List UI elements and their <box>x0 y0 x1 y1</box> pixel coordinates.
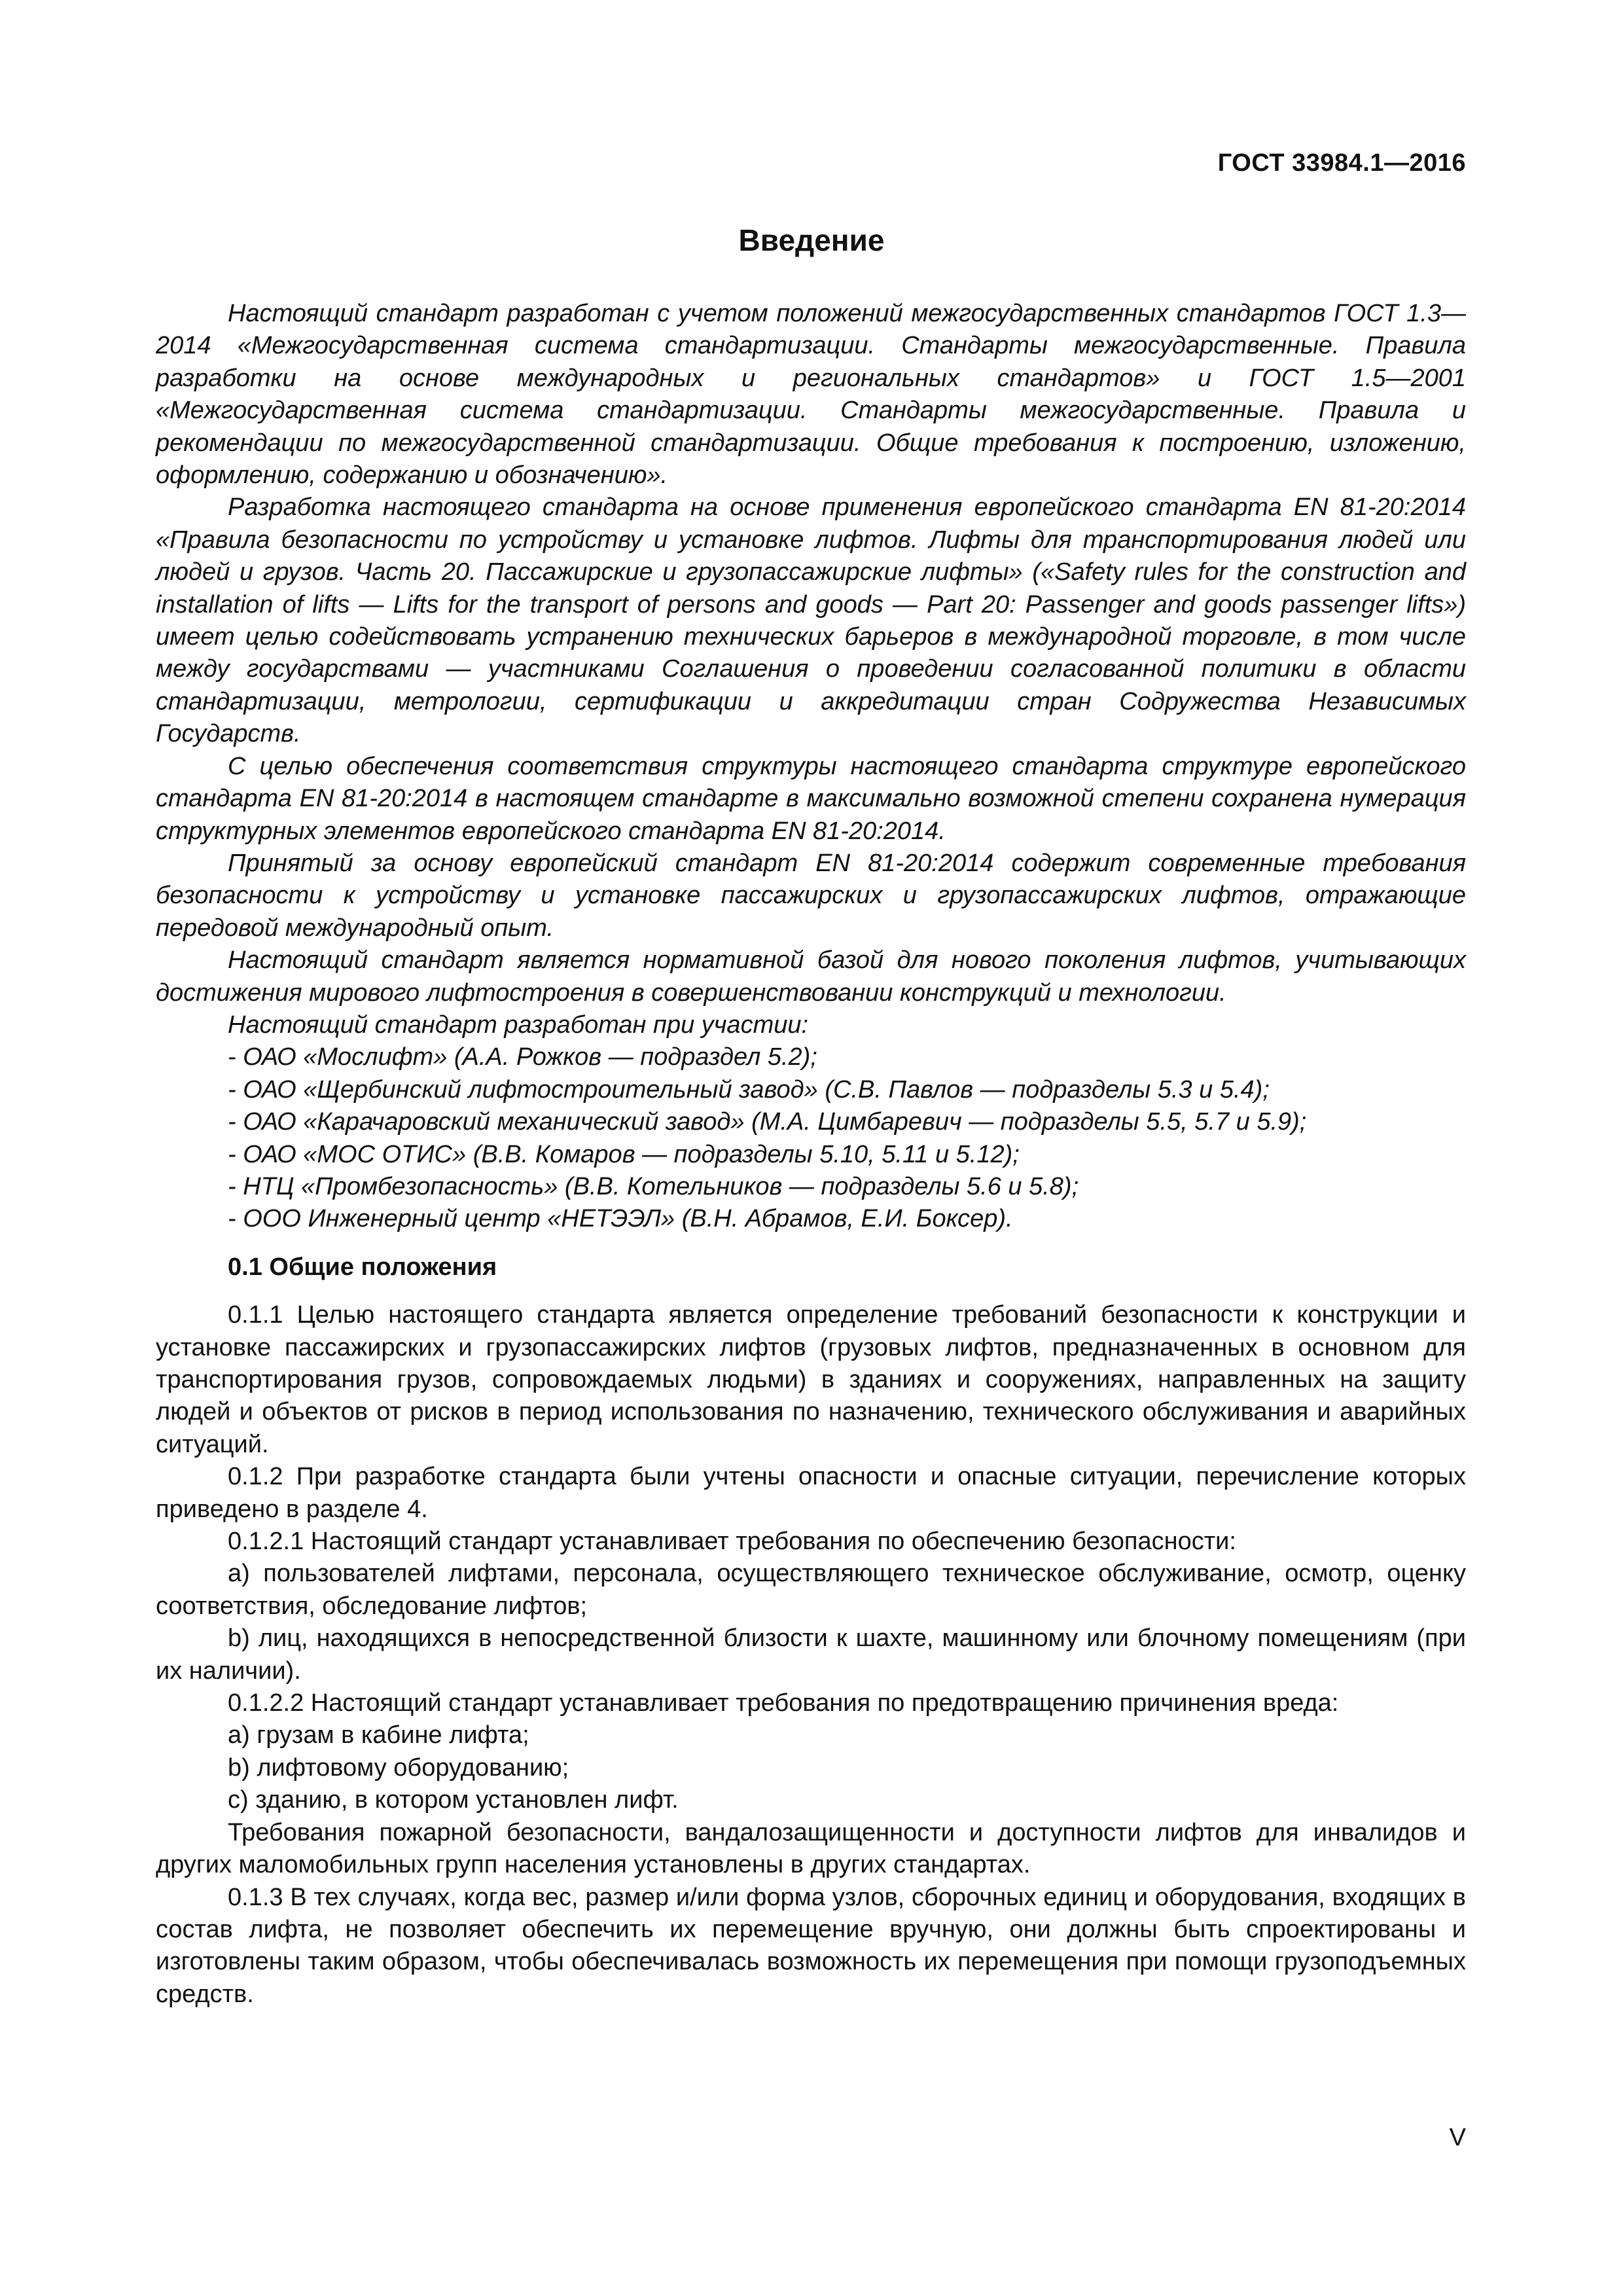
section-paragraph: 0.1.2.1 Настоящий стандарт устанавливает требования по обеспечению безопасности: <box>228 1528 1236 1556</box>
document-body <box>156 298 1466 2011</box>
intro-paragraph: Принятый за основу европейский стандарт EN 81-20:2014 содержит современные требования безопасности к устройству и установке пассажирских и грузопассажирских лифтов, отражающие передовой международный опыт. <box>156 849 1466 942</box>
page-title: Введение <box>738 223 885 257</box>
section-paragraph: Требования пожарной безопасности, вандалозащищенности и доступности лифтов для инвалидов и других маломобильных групп населения установлены в других стандартах. <box>156 1818 1466 1879</box>
participant-item: - ОАО «МОС ОТИС» (В.В. Комаров — подразделы 5.10, 5.11 и 5.12); <box>228 1140 1020 1168</box>
section-text <box>156 1299 1466 2011</box>
intro-paragraph: С целью обеспечения соответствия структуры настоящего стандарта структуре европейского стандарта EN 81-20:2014 в настоящем стандарте в максимально возможной степени сохранена нумерация структурных элементов европейского стандарта EN 81-20:2014. <box>156 752 1466 845</box>
section-title: 0.1 Общие положения <box>228 1253 497 1281</box>
document-code: ГОСТ 33984.1—2016 <box>1217 149 1466 177</box>
introduction-text <box>156 298 1466 1236</box>
intro-paragraph: Настоящий стандарт разработан с учетом положений межгосударственных стандартов ГОСТ 1.3—2014 «Межгосударственная система стандартизации. Стандарты межгосударственные. Правила разработки на основе международных и региональных стандартов» и ГОСТ 1.5—2001 «Межгосударственная система стандартизации. Стандарты межгосударственные. Правила и рекомендации по межгосударственной стандартизации. Общие требования к построению, изложению, оформлению, содержанию и обозначению». <box>156 300 1466 490</box>
section-paragraph: a) грузам в кабине лифта; <box>228 1721 529 1749</box>
section-paragraph: b) лифтовому оборудованию; <box>228 1753 569 1782</box>
intro-paragraph: Разработка настоящего стандарта на основе применения европейского стандарта EN 81-20:2014 «Правила безопасности по устройству и установке лифтов. Лифты для транспортирования людей или людей и грузов. Часть 20. Пассажирские и грузопассажирские лифты» («Safety rules for the construction and installation of lifts — Lifts for the transport of persons and goods — Part 20: Passenger and goods passenger lifts») имеет целью содействовать устранению технических барьеров в международной торговле, в том числе между государствами — участниками Соглашения о проведении согласованной политики в области стандартизации, метрологии, сертификации и аккредитации стран Содружества Независимых Государств. <box>156 493 1466 748</box>
section-paragraph: 0.1.2.2 Настоящий стандарт устанавливает требования по предотвращению причинения вреда: <box>228 1689 1339 1717</box>
participant-item: - ОАО «Щербинский лифтостроительный завод» (С.В. Павлов — подразделы 5.3 и 5.4); <box>228 1075 1270 1103</box>
section-paragraph: 0.1.2 При разработке стандарта были учтены опасности и опасные ситуации, перечисление которых приведено в разделе 4. <box>156 1463 1466 1523</box>
section-paragraph: 0.1.1 Целью настоящего стандарта является определение требований безопасности к конструкции и установке пассажирских и грузопассажирских лифтов (грузовых лифтов, предназначенных в основном для транспортирования грузов, сопровождаемых людьми) в зданиях и сооружениях, направленных на защиту людей и объектов от рисков в период использования по назначению, технического обслуживания и аварийных ситуаций. <box>156 1301 1466 1458</box>
section-paragraph: a) пользователей лифтами, персонала, осуществляющего техническое обслуживание, осмотр, оценку соответствия, обследование лифтов; <box>156 1560 1466 1620</box>
page-number: V <box>1449 2124 1466 2151</box>
section-paragraph: c) зданию, в котором установлен лифт. <box>228 1786 679 1814</box>
participant-item: - ОАО «Мослифт» (А.А. Рожков — подраздел 5.2); <box>228 1043 817 1071</box>
participant-item: - ОАО «Карачаровский механический завод» (М.А. Цимбаревич — подразделы 5.5, 5.7 и 5.9); <box>228 1108 1307 1136</box>
section-paragraph: 0.1.3 В тех случаях, когда вес, размер и/или форма узлов, сборочных единиц и оборудования, входящих в состав лифта, не позволяет обеспечить их перемещение вручную, они должны быть спроектированы и изготовлены таким образом, чтобы обеспечивалась возможность их перемещения при помощи грузоподъемных средств. <box>156 1883 1466 2008</box>
intro-paragraph: Настоящий стандарт разработан при участии: <box>228 1011 809 1039</box>
participant-item: - НТЦ «Промбезопасность» (В.В. Котельников — подразделы 5.6 и 5.8); <box>228 1172 1079 1200</box>
participant-item: - ООО Инженерный центр «НЕТЭЭЛ» (В.Н. Абрамов, Е.И. Боксер). <box>228 1205 1013 1233</box>
intro-paragraph: Настоящий стандарт является нормативной базой для нового поколения лифтов, учитывающих достижения мирового лифтостроения в совершенствовании конструкций и технологии. <box>156 946 1466 1007</box>
section-paragraph: b) лиц, находящихся в непосредственной близости к шахте, машинному или блочному помещениям (при их наличии). <box>156 1624 1466 1685</box>
